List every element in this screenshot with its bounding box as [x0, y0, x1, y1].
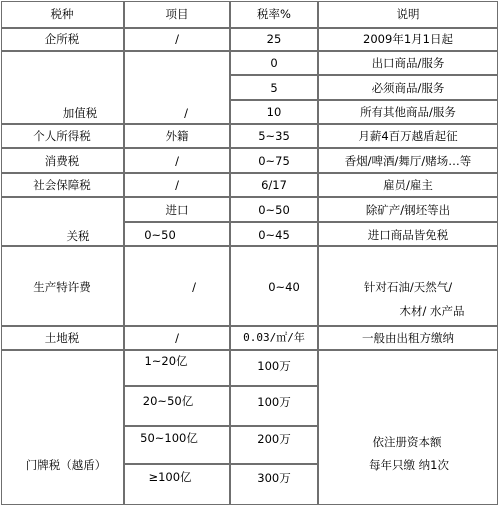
social-item: / — [175, 178, 179, 192]
customs-tax-cell — [1, 197, 124, 246]
vat-item-cell — [124, 51, 230, 124]
royalty-note-line2: 木材/ 水产品 — [399, 304, 465, 318]
customs-rate-1: 0~50 — [258, 203, 290, 217]
header-note: 说明 — [396, 7, 420, 21]
license-rate-2: 100万 — [257, 395, 291, 409]
royalty-item: / — [192, 280, 196, 294]
royalty-item-cell — [124, 246, 230, 326]
personal-item: 外籍 — [165, 129, 189, 143]
vat-item: / — [184, 106, 188, 120]
customs-item-1: 进口 — [165, 203, 189, 217]
royalty-note-line1: 针对石油/天然气/ — [363, 280, 453, 294]
enterprise-rate: 25 — [266, 32, 282, 46]
vat-note-3: 所有其他商品/服务 — [360, 105, 456, 119]
personal-note: 月薪4百万越盾起征 — [358, 129, 458, 143]
license-note-line1: 依注册资本额 — [372, 435, 442, 449]
enterprise-item: / — [175, 32, 179, 46]
header-item: 项目 — [165, 7, 189, 21]
land-note: 一般由出租方缴纳 — [362, 331, 454, 345]
royalty-tax-label: 生产特许费 — [33, 280, 91, 294]
license-item-1: 1~20亿 — [144, 354, 188, 368]
customs-item-2: 0~50 — [144, 228, 176, 242]
personal-tax-label: 个人所得税 — [33, 129, 91, 143]
social-rate: 6/17 — [261, 178, 287, 192]
vat-rate-3: 10 — [266, 105, 282, 119]
license-note-cell — [318, 350, 498, 505]
header-tax: 税种 — [50, 7, 74, 21]
customs-rate-2: 0~45 — [258, 228, 290, 242]
license-rate-1: 100万 — [257, 359, 291, 373]
consumption-rate: 0~75 — [258, 154, 290, 168]
land-tax-label: 土地税 — [44, 331, 80, 345]
vat-note-1: 出口商品/服务 — [371, 56, 445, 70]
license-item-2: 20~50亿 — [142, 394, 194, 408]
header-rate: 税率% — [257, 7, 291, 21]
vat-rate-2: 5 — [270, 81, 278, 95]
consumption-tax-label: 消费税 — [44, 154, 80, 168]
land-item: / — [175, 331, 179, 345]
license-tax-label: 门牌税（越盾） — [25, 458, 107, 472]
license-tax-cell — [1, 350, 124, 505]
land-rate: 0.03/㎡/年 — [243, 331, 305, 344]
vat-tax-label: 加值税 — [62, 106, 98, 120]
license-note-line2: 每年只缴 纳1次 — [369, 458, 449, 472]
social-tax-label: 社会保障税 — [33, 178, 91, 192]
customs-note-2: 进口商品皆免税 — [367, 228, 449, 242]
enterprise-note: 2009年1月1日起 — [363, 32, 453, 46]
consumption-note: 香烟/啤酒/舞厅/赌场…等 — [344, 154, 472, 168]
customs-tax-label: 关税 — [66, 229, 90, 243]
consumption-item: / — [175, 154, 179, 168]
license-item-3: 50~100亿 — [140, 431, 198, 445]
personal-rate: 5~35 — [258, 129, 290, 143]
social-note: 雇员/雇主 — [383, 178, 433, 192]
license-rate-3: 200万 — [257, 432, 291, 446]
license-rate-4: 300万 — [257, 471, 291, 485]
enterprise-tax-label: 企所税 — [44, 32, 80, 46]
customs-note-1: 除矿产/钢坯等出 — [365, 203, 451, 217]
vat-note-2: 必须商品/服务 — [371, 81, 445, 95]
customs-item-cell-2 — [124, 222, 230, 246]
royalty-rate: 0~40 — [268, 280, 300, 294]
license-item-4: ≥100亿 — [148, 470, 192, 484]
vat-rate-1: 0 — [270, 56, 278, 70]
